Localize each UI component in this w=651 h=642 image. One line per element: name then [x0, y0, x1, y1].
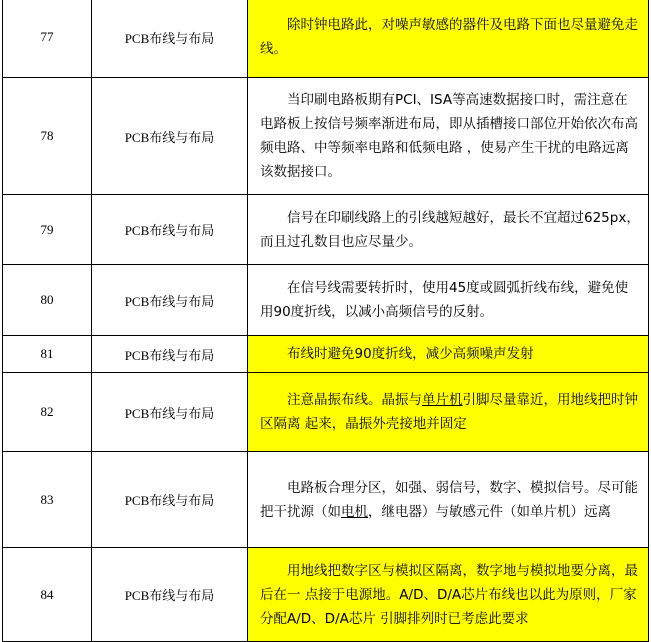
row-description	[248, 265, 649, 336]
description-text: 在信号线需要转折时，使用45度或圆弧折线布线，避免使用90度折线，以减小高频信号的反射。	[260, 280, 629, 320]
table-body	[3, 0, 649, 642]
row-number: 84	[3, 548, 92, 642]
description-text: ，继电器）与敏感元件（如单片机）远离	[368, 503, 611, 520]
link-motor[interactable]: 电机	[341, 503, 368, 520]
description-text: 注意晶振布线。晶振与	[260, 392, 422, 408]
row-number: 79	[3, 195, 92, 265]
row-description	[248, 0, 649, 78]
row-category: PCB布线与布局	[92, 373, 248, 452]
link-mcu[interactable]: 单片机	[422, 392, 463, 408]
table-row	[3, 336, 649, 373]
row-number: 80	[3, 265, 92, 336]
row-category: PCB布线与布局	[92, 548, 248, 642]
row-number: 78	[3, 78, 92, 195]
table-row	[3, 452, 649, 548]
description-text: 当印刷电路板期有PCI、ISA等高速数据接口时，需注意在电路板上按信号频率渐进布局，即从插槽接口部位开始依次布高频电路、中等频率电路和低频电路 ，使易产生干扰的电路远离该数据接口。	[260, 92, 638, 180]
description-text: 除时钟电路此，对噪声敏感的器件及电路下面也尽量避免走线。	[260, 17, 638, 57]
row-category: PCB布线与布局	[92, 78, 248, 195]
row-number: 81	[3, 336, 92, 373]
row-description	[248, 373, 649, 452]
row-category: PCB布线与布局	[92, 195, 248, 265]
table-row	[3, 548, 649, 642]
row-category: PCB布线与布局	[92, 452, 248, 548]
row-number: 82	[3, 373, 92, 452]
row-description	[248, 452, 649, 548]
table-row	[3, 78, 649, 195]
row-description	[248, 195, 649, 265]
row-category: PCB布线与布局	[92, 265, 248, 336]
description-text: 电路板合理分区，如强、弱信号，数字、模拟信号。尽可能把干扰源（如	[260, 479, 638, 520]
requirements-table	[2, 0, 649, 642]
description-text: 用地线把数字区与模拟区隔离，数字地与模拟地要分离，最后在一 点接于电源地。A/D、D/A芯片布线也以此为原则，厂家分配A/D、D/A芯片 引脚排列时已考虑此要求	[260, 562, 638, 627]
table-row	[3, 265, 649, 336]
row-category: PCB布线与布局	[92, 0, 248, 78]
row-description	[248, 336, 649, 373]
row-number: 77	[3, 0, 92, 78]
row-description	[248, 78, 649, 195]
table-row	[3, 0, 649, 78]
row-description	[248, 548, 649, 642]
table-row	[3, 195, 649, 265]
row-category: PCB布线与布局	[92, 336, 248, 373]
description-text: 信号在印刷线路上的引线越短越好，最长不宜超过625px，而且过孔数目也应尽量少。	[260, 209, 640, 250]
description-text: 布线时避免90度折线，减少高频噪声发射	[260, 346, 534, 362]
table-row	[3, 373, 649, 452]
description-text: 引脚尽量靠近，用地线把时钟区隔离 起来，晶振外壳接地并固定	[260, 392, 638, 432]
row-number: 83	[3, 452, 92, 548]
